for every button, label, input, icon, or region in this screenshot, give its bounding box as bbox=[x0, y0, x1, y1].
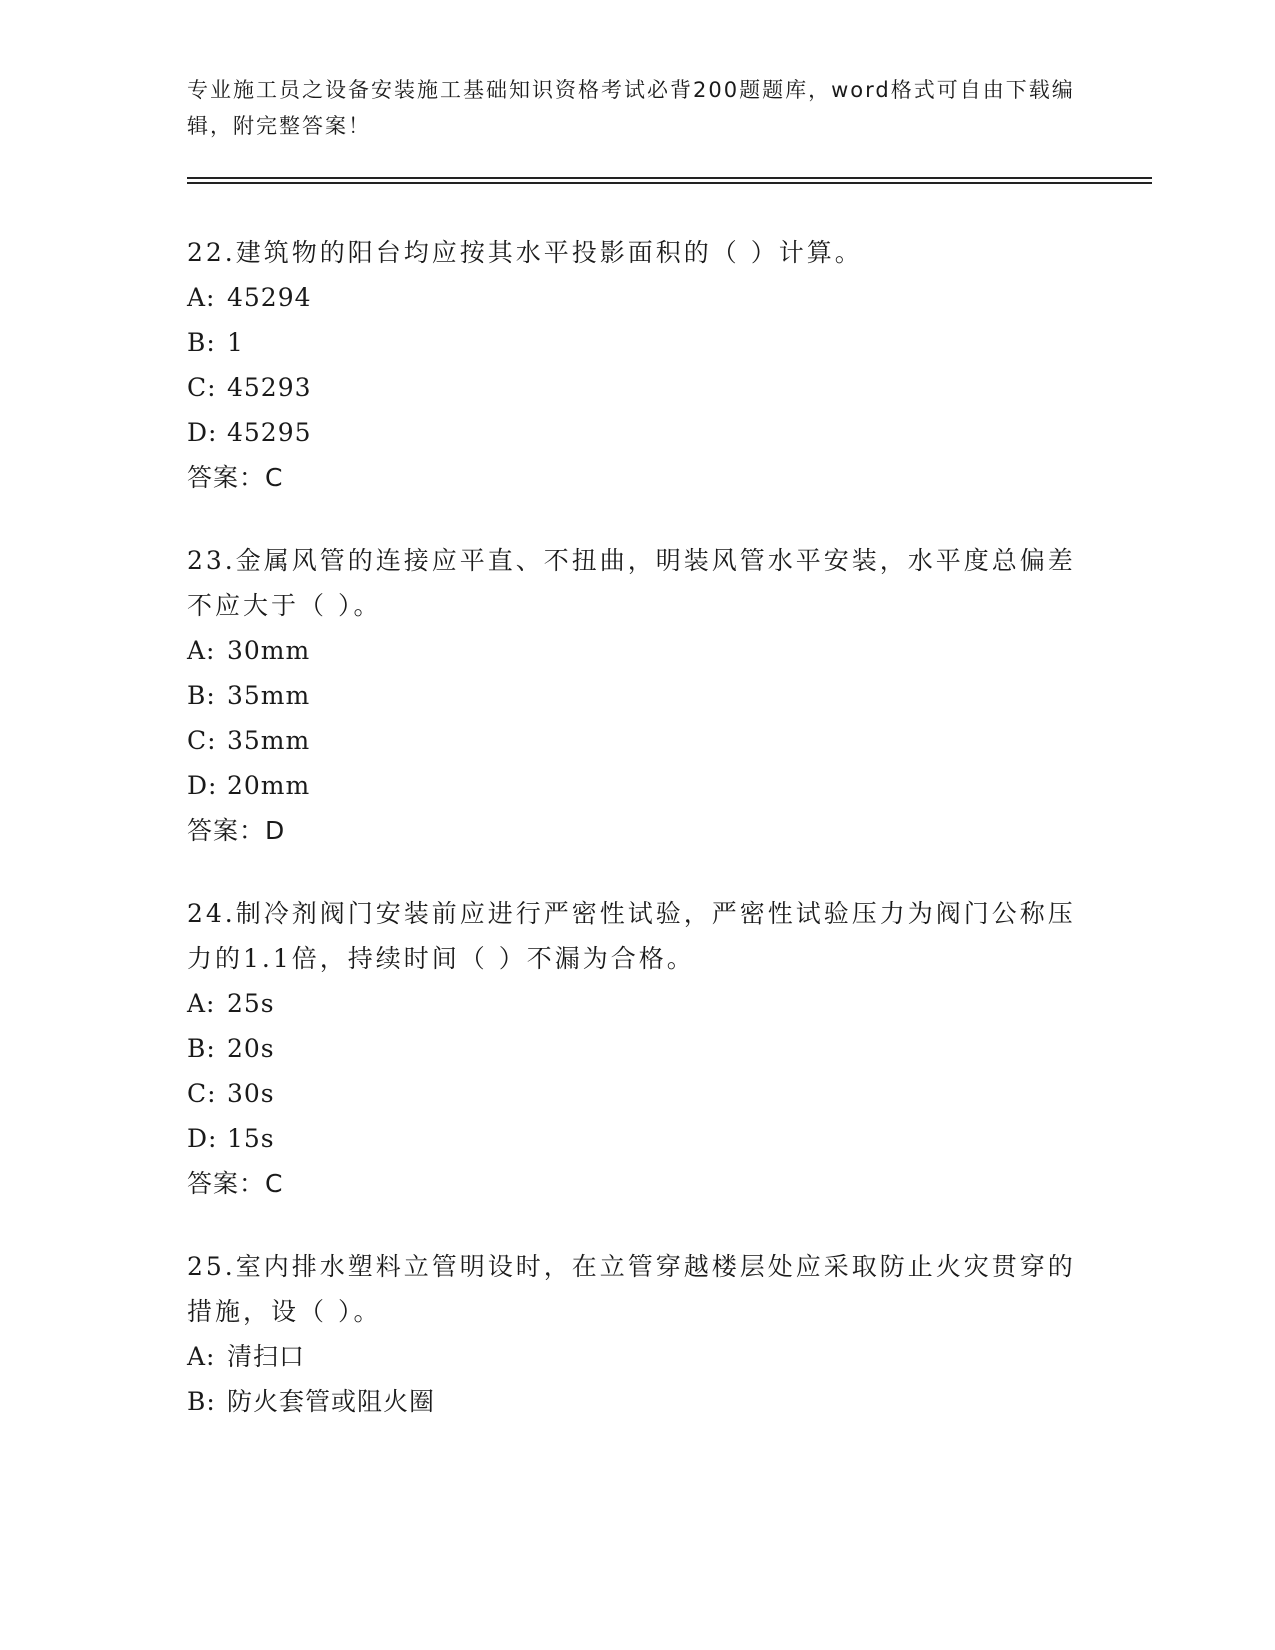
option-c bbox=[187, 1071, 1087, 1116]
option-key: B: bbox=[187, 1034, 216, 1063]
option-key: A: bbox=[187, 283, 216, 312]
option-a bbox=[187, 981, 1087, 1026]
option-key: B: bbox=[187, 681, 216, 710]
option-key: C: bbox=[187, 1079, 217, 1108]
option-c bbox=[187, 365, 1087, 410]
option-d bbox=[187, 410, 1087, 455]
question-item bbox=[187, 891, 1087, 1206]
question-list bbox=[187, 230, 1087, 1462]
header-divider-top bbox=[187, 177, 1152, 179]
question-item bbox=[187, 230, 1087, 500]
option-c bbox=[187, 718, 1087, 763]
option-text: 35mm bbox=[227, 726, 311, 755]
option-d bbox=[187, 1116, 1087, 1161]
option-key: A: bbox=[187, 1342, 216, 1371]
option-b bbox=[187, 673, 1087, 718]
option-key: D: bbox=[187, 1124, 218, 1153]
question-stem: 24.制冷剂阀门安装前应进行严密性试验，严密性试验压力为阀门公称压力的1.1倍，持续时间（ ）不漏为合格。 bbox=[187, 899, 1076, 973]
document-header: 专业施工员之设备安装施工基础知识资格考试必背200题题库，word格式可自由下载编辑，附完整答案！ bbox=[187, 78, 1075, 138]
option-key: C: bbox=[187, 373, 217, 402]
option-key: B: bbox=[187, 1387, 216, 1416]
option-text: 25s bbox=[227, 989, 275, 1018]
option-text: 20mm bbox=[227, 771, 311, 800]
option-text: 45295 bbox=[227, 418, 312, 447]
option-key: A: bbox=[187, 636, 216, 665]
option-key: B: bbox=[187, 328, 216, 357]
question-item bbox=[187, 538, 1087, 853]
option-a bbox=[187, 628, 1087, 673]
option-text: 35mm bbox=[227, 681, 311, 710]
question-stem: 23.金属风管的连接应平直、不扭曲，明装风管水平安装，水平度总偏差不应大于（ ）。 bbox=[187, 546, 1076, 620]
answer-line: 答案：C bbox=[187, 1169, 284, 1198]
option-key: D: bbox=[187, 418, 218, 447]
option-text: 30s bbox=[227, 1079, 275, 1108]
option-text: 1 bbox=[227, 328, 244, 357]
option-d bbox=[187, 763, 1087, 808]
option-key: A: bbox=[187, 989, 216, 1018]
option-text: 防火套管或阻火圈 bbox=[227, 1387, 436, 1416]
option-b bbox=[187, 320, 1087, 365]
option-text: 20s bbox=[227, 1034, 275, 1063]
answer-line: 答案：D bbox=[187, 816, 286, 845]
question-stem: 25.室内排水塑料立管明设时，在立管穿越楼层处应采取防止火灾贯穿的措施，设（ ）。 bbox=[187, 1252, 1076, 1326]
option-b bbox=[187, 1026, 1087, 1071]
option-text: 45294 bbox=[227, 283, 312, 312]
option-text: 45293 bbox=[227, 373, 312, 402]
answer-line: 答案：C bbox=[187, 463, 284, 492]
option-a bbox=[187, 1334, 1087, 1379]
question-item bbox=[187, 1244, 1087, 1424]
question-stem: 22.建筑物的阳台均应按其水平投影面积的（ ）计算。 bbox=[187, 238, 863, 267]
option-text: 30mm bbox=[227, 636, 311, 665]
header-divider-bottom bbox=[187, 182, 1152, 184]
option-text: 15s bbox=[227, 1124, 275, 1153]
option-b bbox=[187, 1379, 1087, 1424]
option-text: 清扫口 bbox=[227, 1342, 306, 1371]
option-key: D: bbox=[187, 771, 218, 800]
option-a bbox=[187, 275, 1087, 320]
option-key: C: bbox=[187, 726, 217, 755]
